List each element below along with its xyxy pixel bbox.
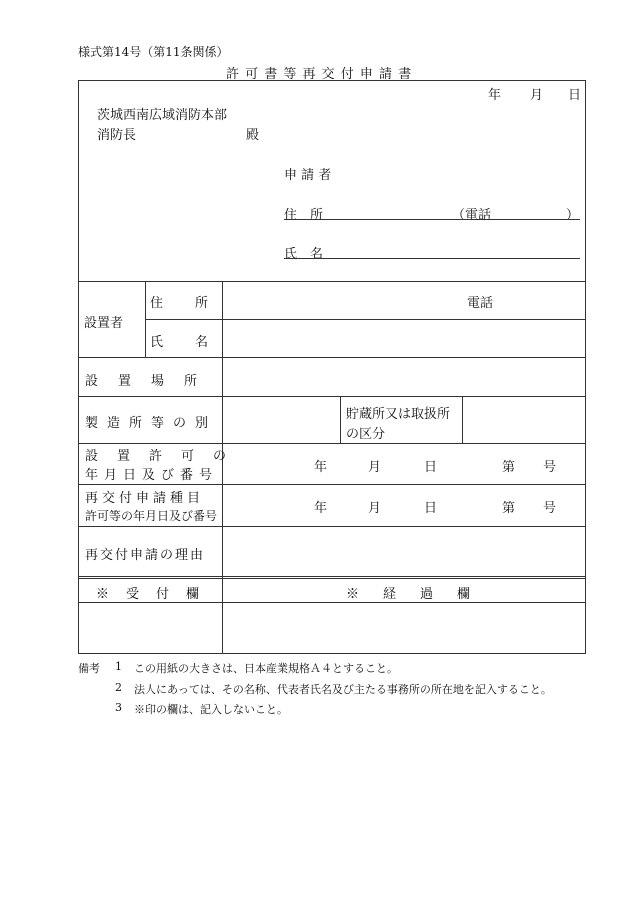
date-day: 日 [568, 88, 582, 103]
reason-label: 再交付申請の理由 [85, 548, 206, 563]
location-label: 設置場所 [85, 374, 218, 389]
note-1-text: この用紙の大きさは、日本産業規格Ａ４とすること。 [134, 662, 398, 675]
note-2-num: 2 [115, 681, 122, 694]
installer-phone-label: 電話 [467, 296, 494, 311]
permit-label-line1: 設置許可の [85, 449, 246, 464]
permit-no: 第 [502, 460, 516, 475]
applicant-name-label: 氏 名 [284, 247, 324, 262]
installer-name-label: 氏名 [150, 335, 241, 350]
applicant-name-underline [284, 258, 580, 259]
date-month: 月 [530, 88, 544, 103]
date-year: 年 [488, 88, 502, 103]
applicant-address-underline [284, 219, 580, 220]
installer-label: 設置者 [84, 316, 124, 331]
form-frame [78, 80, 586, 654]
storage-type-line1: 貯蔵所又は取扱所 [346, 407, 451, 422]
note-3-text: ※印の欄は、記入しないこと。 [134, 703, 288, 716]
reception-label: ※受付欄 [96, 587, 217, 602]
reissue-day: 日 [424, 501, 438, 516]
applicant-address-label: 住 所 [284, 208, 324, 223]
page-title: 許 可 書 等 再 交 付 申 請 書 [226, 67, 413, 82]
permit-label-line2: 年月日及び番号 [85, 468, 219, 483]
notes-label: 備考 [78, 662, 100, 675]
reissue-month: 月 [368, 501, 382, 516]
addressee-title: 消防長 [97, 128, 137, 143]
storage-type-line2: の区分 [346, 427, 386, 442]
reissue-label-line1: 再交付申請種目 [85, 491, 205, 506]
permit-year: 年 [314, 460, 328, 475]
installer-address-label: 住所 [150, 296, 241, 311]
permit-month: 月 [368, 460, 382, 475]
permit-go: 号 [543, 460, 557, 475]
permit-day: 日 [424, 460, 438, 475]
note-2-text: 法人にあっては、その名称、代表者氏名及び主たる事務所の所在地を記入すること。 [134, 683, 552, 696]
addressee-org: 茨城西南広域消防本部 [97, 108, 228, 123]
facility-type-label: 製造所等の別 [85, 416, 218, 431]
reissue-year: 年 [314, 501, 328, 516]
note-3-num: 3 [115, 701, 122, 714]
reissue-go: 号 [543, 501, 557, 516]
form-number: 様式第14号（第11条関係） [78, 45, 229, 59]
applicant-phone-label: （電話 [452, 208, 492, 223]
addressee-honorific: 殿 [246, 128, 260, 143]
progress-label: ※経過欄 [346, 587, 495, 602]
applicant-phone-close: ） [566, 208, 580, 223]
applicant-label: 申 請 者 [284, 168, 332, 183]
reissue-label-line2: 許可等の年月日及び番号 [85, 509, 218, 523]
note-1-num: 1 [115, 660, 122, 673]
reissue-no: 第 [502, 501, 516, 516]
